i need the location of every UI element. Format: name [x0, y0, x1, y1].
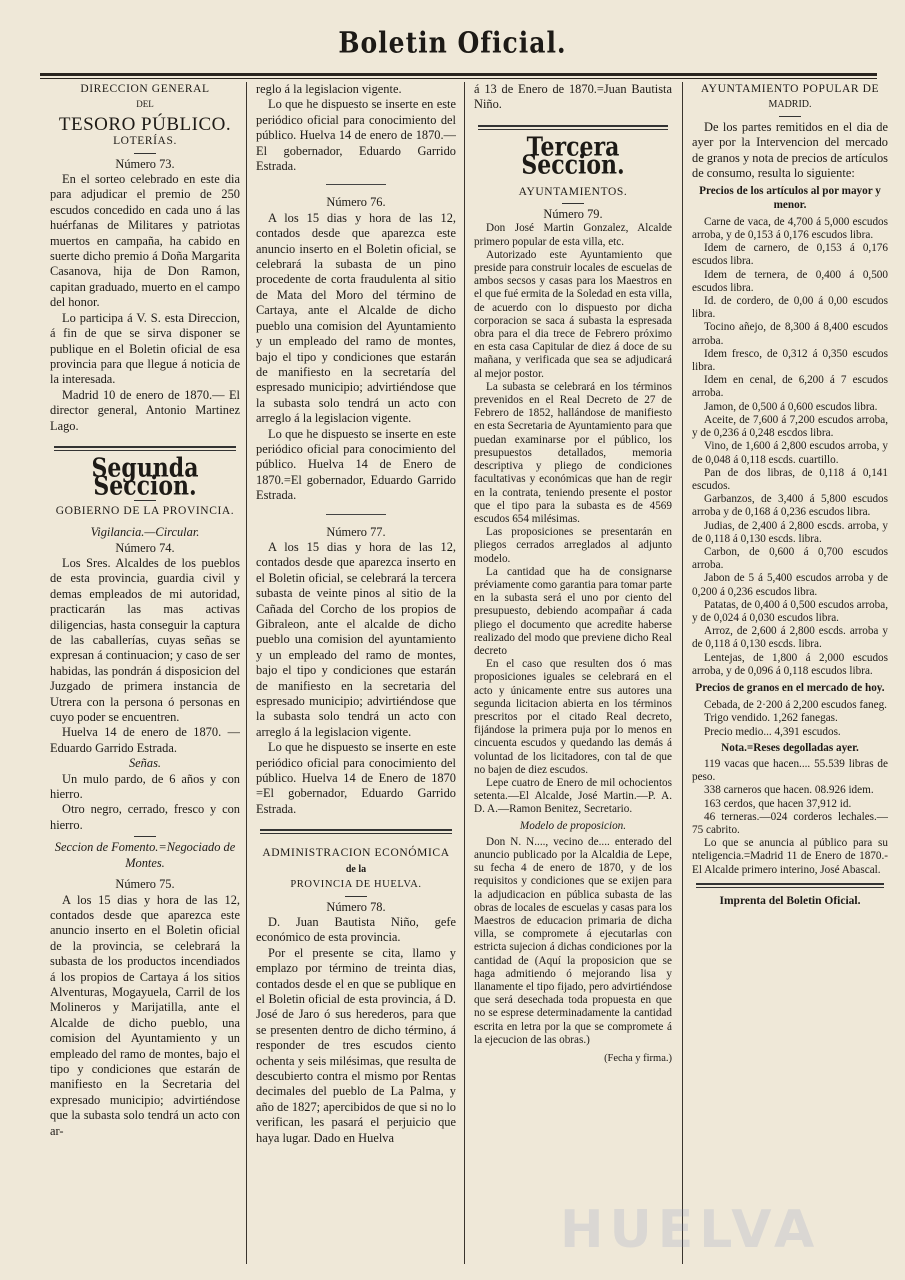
subheading: Precios de los artículos al por mayor y menor. [699, 185, 881, 211]
paragraph: Un mulo pardo, de 6 años y con hierro. [50, 771, 240, 802]
price-item: Jabon de 5 á 5,400 escudos arroba y de 0,200 á 0,236 escudos libra. [692, 572, 888, 598]
paragraph: D. Juan Bautista Niño, gefe económico de esta provincia. [256, 914, 456, 945]
price-item: Idem fresco, de 0,312 á 0,350 escudos libra. [692, 347, 888, 374]
paragraph: Lo que he dispuesto se inserte en este periódico oficial para conocimiento del público. Huelva 14 de enero de 1870.—El gobernador, Eduardo Garrido Estrada. [256, 97, 456, 174]
price-item: Carne de vaca, de 4,700 á 5,000 escudos arroba, y de 0,153 á 0,176 escudos libra. [692, 215, 888, 242]
notice-number: Número 74. [115, 540, 175, 555]
grain-price: Precio medio... 4,391 escudos. [704, 725, 841, 738]
subheading: Precios de granos en el mercado de hoy. [695, 681, 885, 694]
divider [326, 184, 386, 185]
paragraph: A los 15 dias y hora de las 12, contados desde que aparezca este anuncio inserto en el Boletin oficial de la provincia, se celebrará la subasta de los productos incendiados á los propios de Cartaya á los sitios Alventuras, Mogayuela, Carril de los Molineros y Marijatilla, ante el Alcalde de dicho pueblo, una comision del Ayuntamiento y un empleado del ramo de montes, bajo el tipo y condiciones que estarán de manifiesto en la Secretaria del expresado municipio; advirtiéndose que la subasta solo tendrá un acto con ar- [50, 892, 240, 1138]
paragraph: En el sorteo celebrado en este dia para adjudicar el premio de 250 escudos concedido en cada uno á las huérfanas de Militares y patriotas muertos en campaña, ha cabido en suerte dicho premio á Doña Margarita Casanova, hija de Don Ramon, capitan graduado, muerto en el campo del honor. [50, 172, 240, 310]
paragraph: A los 15 dias y hora de las 12, contados desde que aparezca inserto en el Boletin oficial, se celebrará la tercera subasta de veinte pinos al sitio de la Cañada del Corcho de los propios de Gibraleon, ante el alcalde de dicho pueblo una comision del ayuntamiento y un empleado del ramo de montes, bajo el tipo y condiciones que estarán de manifiesto en la secretaria del espresado municipio; advirtiéndose que la subasta solo tendrá un acto con arreglo á la legislacion vigente. [256, 539, 456, 739]
section-heading: GOBIERNO DE LA PROVINCIA. [55, 504, 235, 517]
price-item: Lentejas, de 1,800 á 2,000 escudos arroba, y de 0,096 á 0,118 escudos libra. [692, 651, 888, 677]
notice-number: Número 79. [543, 207, 603, 222]
paragraph: Don N. N...., vecino de.... enterado del anuncio publicado por la Alcaldia de Lepe, su fecha 4 de enero de 1870, y de los requisitos y condiciones que se exijen para la adjudicacion en pública subasta de las obras de locales de escuelas y casas para los Maestros de educacion primaria de dicha villa, se compromete á ejecutarlas con estricta sujecion á dichas condiciones por la cantidad de (Aquí la proposicion que se haga admitiendo ó mejorando lisa y llanamente el tipo fijado, pero advirtiéndose que será desechada toda propuesta en que no se esprese determinadamente la cantidad escrita en letra por la que se compromete á la ejecucion de las obras.) [474, 835, 672, 1046]
column-2 [256, 82, 456, 1260]
slaughter-line: 338 carneros que hacen. 08.926 idem. [704, 784, 874, 797]
paragraph: Otro negro, cerrado, fresco y con hierro. [50, 802, 240, 832]
paragraph: La cantidad que ha de consignarse préviamente como garantia para tomar parte en la subasta será el uno por ciento del presupuesto, debiendo acompañar á cada pliego el documento que acredite haberse realizado del modo que previene dicho Real decreto [474, 565, 672, 657]
section-heading: TESORO PÚBLICO. [58, 113, 232, 135]
paragraph: Lo que he dispuesto se inserte en este periódico oficial para conocimiento del público. Huelva 14 de Enero de 1870 =El gobernador, Eduardo Garrido Estrada. [256, 740, 456, 816]
price-item: Carbon, de 0,600 á 0,700 escudos arroba. [692, 545, 888, 572]
section-heading: MADRID. [768, 99, 812, 111]
divider [478, 125, 668, 130]
paragraph: Lo que he dispuesto se inserte en este periódico oficial para conocimiento del público. Huelva 14 de Enero de 1870.=El gobernador, Eduardo Garrido Estrada. [256, 426, 456, 503]
column-divider [246, 82, 247, 1264]
watermark-logo: HUELVA [560, 1200, 821, 1260]
divider [260, 829, 452, 834]
paragraph: Por el presente se cita, llamo y emplazo por término de treinta dias, contados desde el en que se publique en el Boletin oficial de esta provincia, á D. José de Jaro ó sus herederos, para que se presenten dentro de dicho término, á responder de tres escudos ciento ochenta y seis milésimas, que resulta de descubierto contra el mismo por Rentas decimales del pueblo de La Palma, y año de 1827; apercibidos de que si no lo verifican, les pasará el perjuicio que haya lugar. Dado en Huelva [256, 945, 456, 1145]
slaughter-line: 163 cerdos, que hacen 37,912 id. [704, 797, 852, 810]
notice-number: Número 75. [115, 877, 175, 892]
price-item: Aceite, de 7,600 á 7,200 escudos arroba, y de 0,236 á 0,248 escdos libra. [692, 413, 888, 440]
paragraph: A los 15 dias y hora de las 12, contados desde que aparezca este anuncio inserto en el Boletin oficial, se celebrará la subasta de un pino procedente de corta fraudulenta al sitio de Mata del Moro del término de Cartaya, ante el Alcalde de dicho pueblo una comision del Ayuntamiento y un empleado del ramo de montes, bajo el tipo y condiciones que estarán de manifiesto en la secretaría del espresado municipio; advirtiéndose que la subasta solo tendrá un acto con arreglo á la legislacion vigente. [256, 210, 456, 426]
slaughter-line: 46 terneras.—024 corderos lechales.—75 cabrito. [692, 810, 888, 836]
column-divider [464, 82, 465, 1264]
paragraph: Lo que se anuncia al público para su nteligencia.=Madrid 11 de Enero de 1870.-El Alcalde primero interino, José Abascal. [692, 837, 888, 876]
divider [562, 203, 584, 204]
imprint: Imprenta del Boletin Oficial. [719, 894, 861, 907]
notice-number: Número 78. [326, 899, 386, 914]
subheading: LOTERÍAS. [113, 135, 177, 148]
price-item: Patatas, de 0,400 á 0,500 escudos arroba, y de 0,024 á 0,030 escudos libra. [692, 598, 888, 624]
price-item: Tocino añejo, de 8,300 á 8,400 escudos arroba. [692, 321, 888, 347]
subheading: Seccion de Fomento.=Negociado de Montes. [54, 840, 236, 870]
masthead [0, 25, 905, 68]
subheading: Vigilancia.—Circular. [90, 525, 200, 540]
subheading: Modelo de proposicion. [519, 819, 627, 832]
paragraph: Lepe cuatro de Enero de mil ochocientos setenta.—El Alcalde, José Martin.—P. A. D. A.—Ramon Benitez, Secretario. [474, 776, 672, 816]
grain-price: Cebada, de 2·200 á 2,200 escudos faneg. [704, 699, 887, 712]
paragraph: Lo participa á V. S. esta Direccion, á fin de que se sirva disponer se publique en el Boletin oficial de esa provincia para que llegue á noticia de la interesada. [50, 310, 240, 387]
notice-number: Número 77. [326, 524, 386, 539]
divider [326, 514, 386, 515]
price-item: Idem de carnero, de 0,153 á 0,176 escudos libra. [692, 242, 888, 268]
divider [696, 883, 884, 888]
masthead-rule [40, 73, 877, 79]
paragraph: Huelva 14 de enero de 1870. —Eduardo Garrido Estrada. [50, 725, 240, 755]
section-title: Segunda Seccion. [91, 452, 199, 503]
price-item: Idem en cenal, de 6,200 á 7 escudos arroba. [692, 374, 888, 400]
column-3 [474, 82, 672, 1260]
paragraph: En el caso que resulten dos ó mas proposiciones iguales se celebrará en el acto y únicamente entre sus autores una segunda licitacion abierta en los términos prescritos por el citado Real decreto, fijándose la primera puja por lo menos en cincuenta escudos y quedando las demás á voluntad de los licitadores, con tal de que no bajen de diez escudos. [474, 658, 672, 776]
masthead-title: Boletin Oficial. [338, 25, 567, 60]
section-title: Tercera Seccion. [521, 131, 625, 182]
paragraph: reglo á la legislacion vigente. [256, 82, 402, 96]
notice-number: Número 73. [115, 156, 175, 171]
price-item: Vino, de 1,600 á 2,800 escudos arroba, y de 0,048 á 0,118 escds. cuartillo. [692, 440, 888, 466]
paragraph: Don José Martin Gonzalez, Alcalde primero popular de esta villa, etc. [474, 222, 672, 248]
paragraph: Los Sres. Alcaldes de los pueblos de esta provincia, guardia civil y demas empleados de mi autoridad, practicarán las mas activas diligencias, hasta conseguir la captura de las caballerías, cuyas señas se expresan á continuacion; y caso de ser habidas, las pondrán á disposicion del Juzgado de primera instancia de Utrera con la persona ó personas en cuyo poder se encuentren. [50, 555, 240, 725]
section-heading: DIRECCION GENERAL [80, 83, 210, 95]
price-item: Garbanzos, de 3,400 á 5,800 escudos arroba y de 0,168 á 0,236 escudos libra. [692, 493, 888, 519]
paragraph: La subasta se celebrará en los términos prevenidos en el Real Decreto de 27 de Febrero de 1852, hallándose de manifiesto en esta Secretaria de Ayuntamiento para que puedan examinarse por el público, los presupuestos detallados, memoria descriptiva y pliego de condiciones facultativas y económicas que han de regir en la contrata, teniendo presente el postor que el tipo para la subasta es de 4569 escudos 654 milésimas. [474, 380, 672, 525]
section-heading: AYUNTAMIENTO POPULAR DE [700, 83, 880, 95]
divider [345, 896, 367, 897]
divider [54, 446, 236, 451]
price-item: Pan de dos libras, de 0,118 á 0,141 escudos. [692, 466, 888, 492]
section-heading: PROVINCIA DE HUELVA. [290, 879, 422, 891]
slaughter-line: 119 vacas que hacen.... 55.539 libras de peso. [692, 757, 888, 784]
price-item: Jamon, de 0,500 á 0,600 escudos libra. [704, 400, 878, 413]
paragraph: Madrid 10 de enero de 1870.— El director general, Antonio Martinez Lago. [50, 387, 240, 433]
column-divider [682, 82, 683, 1264]
price-list [692, 216, 888, 678]
column-4 [692, 82, 888, 1260]
paragraph: Autorizado este Ayuntamiento que preside para construir locales de escuelas de ambos secsos y casas para los Maestros en el que fué ermita de la Soledad en esta villa, de acuerdo con lo dispuesto por dicha corporacion se saca á subasta la espresada obra para el dia trece de Febrero próximo en esta casa Capitular de diez á doce de su mañana, y verificada que sea se adjudicará al mejor postor. [474, 248, 672, 380]
paragraph: á 13 de Enero de 1870.=Juan Bautista Niño. [474, 82, 672, 112]
divider [134, 836, 156, 837]
paragraph: Las proposiciones se presentarán en pliegos cerrados arreglados al adjunto modelo. [474, 526, 672, 565]
price-item: Arroz, de 2,600 á 2,800 escds. arroba y de 0,118 á 0,130 escds. libra. [692, 625, 888, 651]
notice-number: Número 76. [326, 195, 386, 210]
column-1 [50, 82, 240, 1260]
grain-price: Trigo vendido. 1,262 fanegas. [704, 712, 838, 725]
signature-line: (Fecha y firma.) [604, 1053, 672, 1065]
paragraph: De los partes remitidos en el dia de ayer por la Intervencion del mercado de granos y nota de precios de artículos de consumo, resulta lo siguiente: [692, 119, 888, 181]
subheading: Nota.=Reses degolladas ayer. [721, 741, 859, 754]
price-item: Judias, de 2,400 á 2,800 escds. arroba, y de 0,118 á 0,130 escds. libra. [692, 519, 888, 545]
price-item: Idem de ternera, de 0,400 á 0,500 escudos libra. [692, 268, 888, 294]
section-heading: DEL [136, 99, 154, 110]
section-heading: de la [345, 863, 367, 875]
divider [134, 153, 156, 154]
subheading: Señas. [128, 756, 161, 771]
section-heading: AYUNTAMIENTOS. [518, 185, 628, 198]
section-heading: ADMINISTRACION ECONÓMICA [262, 847, 450, 860]
divider [779, 116, 801, 117]
price-item: Id. de cordero, de 0,00 á 0,00 escudos libra. [692, 295, 888, 321]
